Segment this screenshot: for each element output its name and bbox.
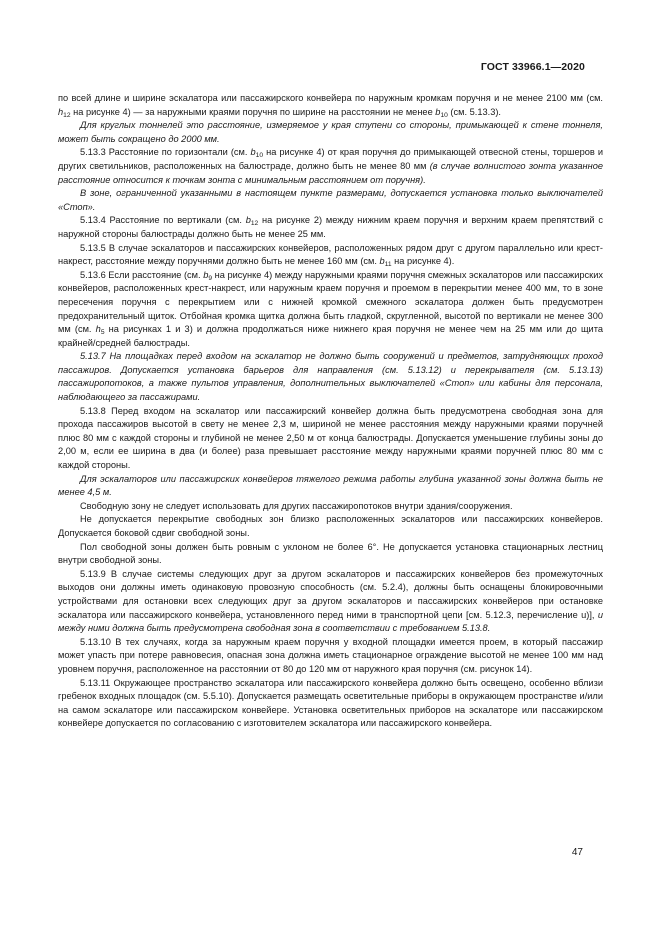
clause-5-13-10: 5.13.10 В тех случаях, когда за наружным краем поручня у входной площадки имеется проем, в который пассажир может упасть при потере равновесия, опасная зона должна иметь стационарное ограждение высотой не менее 100 мм над уровнем поручня, расположенное на расстоянии от 80 до 120 мм от наружного края поручня (см. рисунок 14). — [58, 636, 603, 674]
paragraph-free-zone-use: Свободную зону не следует использовать для других пассажиропотоков внутри здания/сооружения. — [80, 500, 513, 511]
page-body — [58, 92, 603, 731]
page-number: 47 — [571, 847, 583, 858]
standard-designation: ГОСТ 33966.1—2020 — [480, 61, 585, 73]
clause-5-13-8: 5.13.8 Перед входом на эскалатор или пассажирский конвейер должна быть предусмотрена свободная зона для прохода пассажиров высотой в свету не менее 2,3 м, шириной не менее расстояния между наружными краями поручней плюс 80 мм с каждой стороны и глубиной не менее 2,50 м от конца балюстрады. Допускается уменьшение глубины зоны до 2,00 м, если ее ширина в два (и более) раза превышает расстояние между наружными краями поручней плюс 80 мм с каждой стороны. — [58, 405, 603, 471]
paragraph-continuation: по всей длине и ширине эскалатора или пассажирского конвейера по наружным кромкам поручня и не менее 2100 мм (см. $h_{12}$ на рисунке 4) — за наружными краями поручня по ширине на расстоянии не менее $b_{10}$ (см. 5.13.3). — [58, 93, 603, 119]
paragraph-free-zone-overlap: Не допускается перекрытие свободных зон близко расположенных эскалаторов или пассажирских конвейеров. Допускается боковой сдвиг свободной зоны. — [58, 514, 603, 538]
clause-5-13-5: 5.13.5 В случае эскалаторов и пассажирских конвейеров, расположенных рядом друг с другом параллельно или крест-накрест, расстояние между поручнями должно быть не менее 160 мм (см. $b_{11}$ на рисунке 4). — [58, 242, 603, 269]
note-round-tunnels: Для круглых тоннелей это расстояние, измеряемое у края ступени со стороны, примыкающей к стене тоннеля, может быть сокращено до 2000 мм. — [58, 120, 603, 144]
note-stop-switches: В зоне, ограниченной указанными в настоящем пункте размерами, допускается установка только выключателей «Стоп». — [58, 188, 603, 212]
clause-5-13-9: 5.13.9 В случае системы следующих друг за другом эскалаторов и пассажирских конвейеров без промежуточных выходов они должны иметь одинаковую провозную способность (см. 5.2.4), должны быть оснащены блокировочными устройствами для остановки всех следующих друг за другом эскалаторов и пассажирских конвейеров при остановке эскалатора или пассажирского конвейера, установленного перед ними в транспортной цепи [см. 5.12.3, перечисление u)], и между ними должна быть предусмотрена свободная зона в соответствии с требованием 5.13.8. — [58, 568, 603, 634]
clause-5-13-11: 5.13.11 Окружающее пространство эскалатора или пассажирского конвейера должно быть освещено, особенно вблизи гребенок входных площадок (см. 5.5.10). Допускается размещать осветительные приборы в окружающем пространстве и/или на самом эскалаторе или пассажирском конвейере. Установка осветительных приборов на эскалаторе или пассажирском конвейере допускается по согласованию с изготовителем эскалатора или пассажирского конвейера. — [58, 677, 603, 729]
paragraph-free-zone-floor: Пол свободной зоны должен быть ровным с уклоном не более 6°. Не допускается установка стационарных лестниц внутри свободной зоны. — [58, 541, 603, 566]
note-heavy-duty: Для эскалаторов или пассажирских конвейеров тяжелого режима работы глубина указанной зоны должна быть не менее 4,5 м. — [58, 473, 603, 498]
clause-5-13-6: 5.13.6 Если расстояние (см. $b_9$ на рисунке 4) между наружными краями поручня смежных эскалаторов или пассажирских конвейеров, расположенных крест-накрест, или наружным краем поручня и проемом в перекрытии менее 400 мм, то в зоне пересечения поручня с перекрытием или с нижней кромкой смежного эскалатора должен быть предусмотрен предохранительный щиток. Отбойная кромка щитка должна быть гладкой, скругленной, высотой по вертикали не менее 300 мм (см. $h_5$ на рисунках 1 и 3) и должна продолжаться ниже нижнего края поручня не менее чем на 25 мм или до щита крайней/средней балюстрады. — [58, 269, 603, 348]
clause-5-13-3: 5.13.3 Расстояние по горизонтали (см. $b_{10}$ на рисунке 4) от края поручня до примыкающей отвесной стены, торшеров и других светильников, расположенных на балюстраде, должно быть не менее 80 мм (в случае волнистого зонта указанное расстояние относится к точкам зонта с минимальным расстоянием от поручня). — [58, 147, 604, 185]
clause-5-13-7: 5.13.7 На площадках перед входом на эскалатор не должно быть сооружений и предметов, затрудняющих проход пассажиров. Допускается установка барьеров для направления (см. 5.13.12) и перекрывателя (см. 5.13.13) пассажиропотоков, а также пультов управления, дополнительных выключателей «Стоп» или кабины для персонала, наблюдающего за пассажирами. — [58, 351, 603, 403]
clause-5-13-4: 5.13.4 Расстояние по вертикали (см. $b_{12}$ на рисунке 2) между нижним краем поручня и верхним краем препятствий с наружной стороны балюстрады должно быть не менее 25 мм. — [58, 215, 603, 239]
